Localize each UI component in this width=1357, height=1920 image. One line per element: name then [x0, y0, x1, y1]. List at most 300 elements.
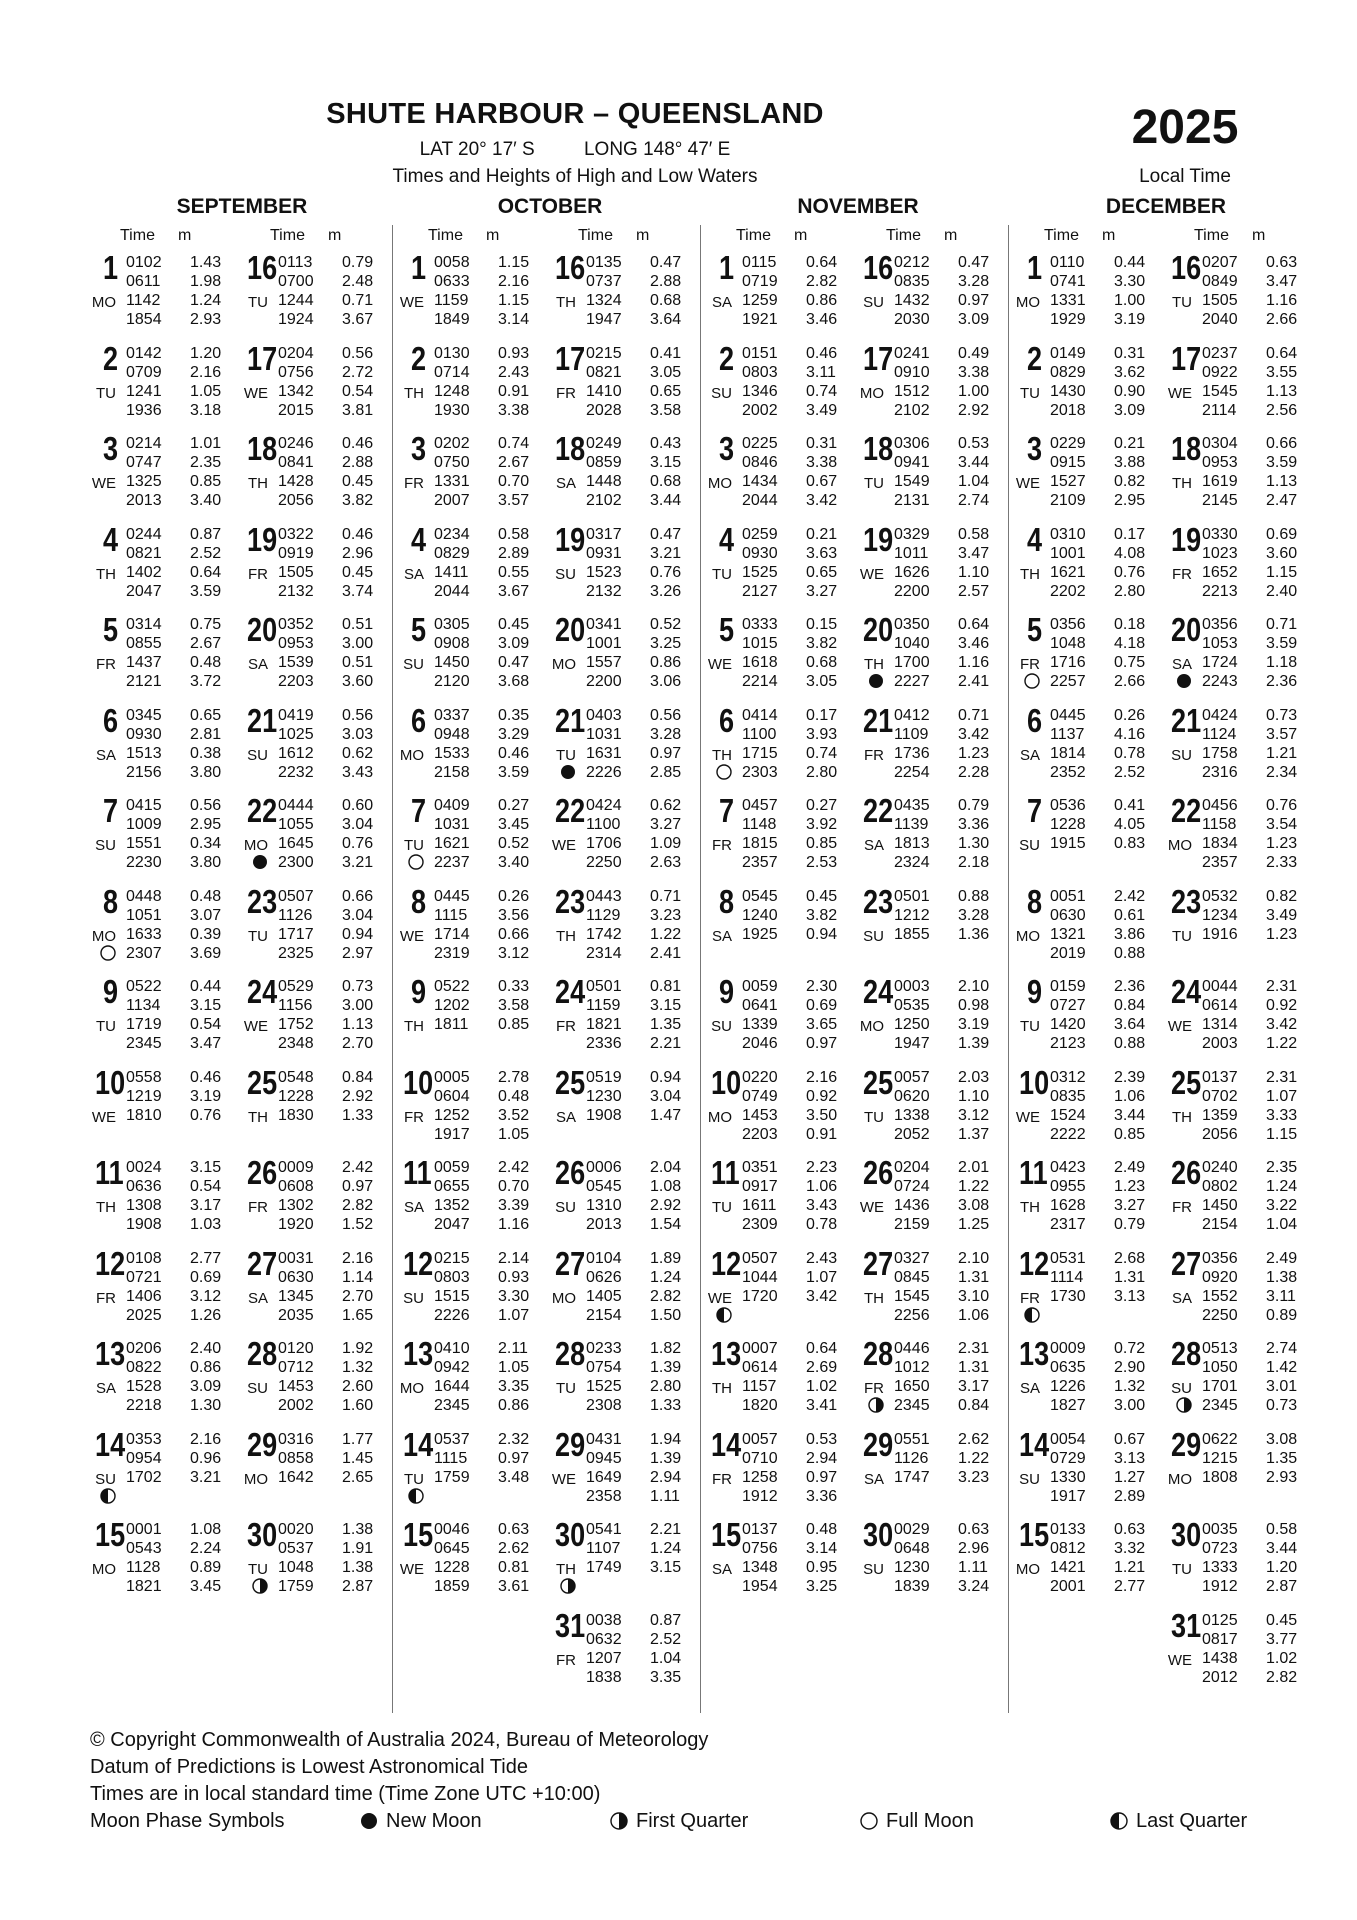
tide-row: [894, 815, 1004, 834]
day-entry: [90, 882, 238, 963]
tide-time: 1421: [1050, 1559, 1086, 1576]
tide-height: 2.92: [958, 401, 990, 419]
tide-height: 2.82: [1266, 1668, 1298, 1686]
day-entry: [858, 973, 1006, 1053]
tide-row: [894, 653, 1004, 672]
tide-row: [126, 1287, 236, 1306]
tide-height: 0.64: [190, 563, 222, 581]
day-entry: [398, 973, 546, 1053]
tide-height: 2.42: [1114, 887, 1146, 905]
tide-height: 1.77: [342, 1430, 374, 1448]
tide-time: 1228: [278, 1087, 314, 1105]
tide-height: 3.19: [958, 1016, 990, 1033]
day-entry: [242, 520, 390, 601]
tide-time: 2214: [742, 673, 778, 690]
tide-row: [278, 944, 388, 963]
tide-height: 0.45: [806, 887, 838, 905]
day-entry: [1166, 701, 1314, 782]
tide-height: 0.86: [650, 654, 682, 671]
first-quarter-icon: [868, 1397, 884, 1413]
tide-row: [434, 834, 544, 853]
tide-row: [1202, 1249, 1312, 1268]
tide-height: 0.90: [1114, 382, 1146, 400]
tide-time: 0419: [278, 706, 314, 724]
tide-row: [586, 1449, 696, 1468]
tide-height: 2.74: [958, 492, 990, 509]
tide-time: 0202: [434, 435, 470, 452]
tide-row: [278, 382, 388, 401]
tide-time: 0009: [1050, 1340, 1086, 1357]
tide-time: 2250: [1202, 1306, 1238, 1324]
tide-time: 0522: [434, 978, 470, 995]
tide-height: 0.68: [650, 292, 682, 309]
tide-time: 0031: [278, 1249, 314, 1267]
tide-row: [586, 344, 696, 363]
tide-time: 2013: [586, 1216, 622, 1233]
tide-height: 0.63: [1266, 254, 1298, 271]
tide-time: 2345: [894, 1397, 930, 1414]
tide-time: 2222: [1050, 1125, 1086, 1143]
tide-time: 0225: [742, 435, 778, 452]
day-number: 9: [1026, 973, 1042, 1010]
tide-height: 0.83: [1114, 835, 1146, 852]
tide-height: 3.15: [650, 454, 682, 471]
time-column-heading: Time: [886, 227, 921, 244]
tide-row: [586, 1358, 696, 1377]
tide-height: 3.88: [1114, 454, 1146, 471]
weekday: TH: [96, 565, 116, 583]
tide-time: 2316: [1202, 763, 1238, 781]
day-entry: [706, 792, 854, 872]
tide-row: [1050, 1520, 1160, 1539]
weekday: TH: [404, 384, 424, 402]
day-entry: [858, 1063, 1006, 1144]
tide-height: 0.54: [342, 382, 374, 400]
tide-row: [742, 1339, 852, 1358]
tide-time: 2018: [1050, 401, 1086, 419]
day-entry: [858, 249, 1006, 329]
tide-height: 3.00: [342, 997, 374, 1014]
day-number: 15: [711, 1516, 742, 1553]
tide-height: 0.97: [342, 1178, 374, 1195]
tide-time: 2250: [586, 854, 622, 871]
weekday: TU: [864, 1108, 884, 1126]
tide-time: 0233: [586, 1340, 622, 1357]
tide-time: 1234: [1202, 906, 1238, 924]
day-number: 21: [863, 701, 894, 739]
tide-time: 1050: [1202, 1359, 1238, 1376]
day-entry: [90, 1154, 238, 1234]
tide-height: 2.94: [650, 1468, 682, 1486]
day-entry: [550, 1063, 698, 1144]
tide-row: [1050, 1177, 1160, 1196]
tide-row: [1050, 944, 1160, 963]
weekday: MO: [1167, 1470, 1192, 1488]
weekday: TH: [712, 746, 732, 764]
tide-height: 0.52: [650, 616, 682, 633]
day-number: 17: [247, 339, 278, 377]
tide-height: 1.36: [958, 925, 990, 943]
tide-height: 1.14: [342, 1268, 374, 1286]
tide-height: 0.66: [342, 887, 374, 905]
tide-height: 4.18: [1114, 635, 1146, 652]
tide-time: 2348: [278, 1035, 314, 1052]
tide-row: [742, 344, 852, 363]
new-moon-icon: [360, 1810, 386, 1832]
tide-time: 2145: [1202, 492, 1238, 509]
tide-time: 0445: [434, 887, 470, 905]
weekday: WE: [859, 1199, 884, 1216]
tide-row: [434, 563, 544, 582]
tide-height: 0.88: [1114, 1035, 1146, 1052]
tide-row: [126, 525, 236, 544]
weekday: MO: [399, 746, 424, 764]
tide-height: 1.89: [650, 1249, 682, 1267]
tide-height: 0.84: [958, 1397, 990, 1414]
weekday: MO: [1167, 837, 1192, 854]
tide-row: [1202, 853, 1312, 872]
tide-time: 1628: [1050, 1197, 1086, 1214]
day-entry: [398, 792, 546, 872]
day-number: 26: [247, 1154, 278, 1191]
tide-height: 0.85: [806, 835, 838, 852]
tide-time: 2114: [1202, 401, 1237, 419]
tide-row: [126, 1034, 236, 1053]
legend-new-moon: [360, 1808, 482, 1835]
tide-time: 2358: [586, 1487, 622, 1505]
tide-row: [586, 977, 696, 996]
weekday: TH: [556, 1561, 576, 1578]
day-number: 23: [555, 882, 586, 920]
tide-height: 2.69: [806, 1359, 838, 1376]
tide-time: 0741: [1050, 273, 1086, 290]
tide-time: 1758: [1202, 744, 1238, 762]
day-entry: [398, 430, 546, 510]
weekday: FR: [248, 565, 268, 583]
day-number: 5: [410, 611, 426, 648]
tide-height: 2.16: [190, 1430, 222, 1448]
day-entry: [858, 1335, 1006, 1415]
tide-row: [894, 1015, 1004, 1034]
weekday: SA: [863, 1470, 884, 1488]
tide-height: 3.23: [958, 1468, 990, 1486]
tide-row: [1202, 744, 1312, 763]
tide-time: 0214: [126, 435, 162, 452]
tide-row: [1202, 706, 1312, 725]
last-quarter-icon: [100, 1488, 116, 1504]
tide-row: [586, 525, 696, 544]
tide-height: 0.96: [190, 1449, 222, 1467]
tide-time: 1528: [126, 1378, 162, 1395]
tide-height: 1.20: [190, 344, 222, 362]
tide-time: 0948: [434, 725, 470, 743]
tide-time: 1325: [126, 473, 162, 490]
day-entry: [1166, 1516, 1314, 1596]
tide-time: 0310: [1050, 525, 1086, 543]
tide-height: 0.74: [806, 382, 838, 400]
tide-time: 0709: [126, 363, 162, 381]
tide-row: [894, 1339, 1004, 1358]
tide-row: [742, 1268, 852, 1287]
tide-row: [434, 1468, 544, 1487]
tide-time: 1720: [742, 1287, 778, 1305]
tide-time: 1859: [434, 1578, 470, 1595]
tide-height: 2.67: [190, 635, 222, 652]
tide-row: [278, 1430, 388, 1449]
tide-time: 1936: [126, 401, 162, 419]
tide-row: [742, 887, 852, 906]
tide-height: 2.16: [342, 1249, 374, 1267]
tide-time: 0858: [278, 1449, 314, 1467]
tide-time: 0007: [742, 1340, 778, 1357]
weekday: MO: [707, 475, 732, 492]
tide-height: 2.40: [190, 1340, 222, 1357]
tide-row: [586, 672, 696, 691]
tide-row: [742, 525, 852, 544]
tide-row: [1050, 401, 1160, 420]
day-entry: [398, 1063, 546, 1144]
tide-row: [1202, 763, 1312, 782]
day-number: 2: [410, 339, 426, 377]
tide-height: 0.48: [190, 887, 222, 905]
tide-height: 0.56: [650, 706, 682, 724]
day-entry: [90, 430, 238, 510]
tide-row: [1202, 615, 1312, 634]
tide-row: [126, 906, 236, 925]
day-entry: [1014, 520, 1162, 601]
tide-time: 1156: [278, 997, 313, 1014]
tide-time: 2202: [1050, 582, 1086, 600]
tide-height: 2.94: [806, 1449, 838, 1467]
tide-row: [742, 1468, 852, 1487]
weekday: FR: [556, 384, 576, 402]
tide-time: 0636: [126, 1178, 162, 1195]
tide-height: 3.21: [342, 854, 374, 871]
tide-time: 0312: [1050, 1068, 1086, 1086]
weekday: SU: [1171, 1380, 1192, 1397]
tide-height: 3.43: [342, 763, 374, 781]
tide-row: [1202, 1430, 1312, 1449]
tide-row: [434, 887, 544, 906]
tide-row: [278, 725, 388, 744]
tide-row: [894, 925, 1004, 944]
tide-row: [1202, 401, 1312, 420]
tide-time: 0306: [894, 435, 930, 452]
tide-height: 1.21: [1266, 744, 1298, 762]
tide-time: 0046: [434, 1521, 470, 1538]
tide-height: 1.43: [190, 254, 222, 271]
tide-row: [1050, 253, 1160, 272]
last-quarter-icon: [716, 1307, 732, 1323]
weekday: TH: [864, 1289, 884, 1307]
tide-row: [1202, 434, 1312, 453]
day-entry: [90, 1335, 238, 1415]
tide-row: [586, 744, 696, 763]
tide-time: 2319: [434, 944, 470, 962]
weekday: SA: [555, 1108, 576, 1126]
tide-height: 3.12: [498, 944, 530, 962]
weekday: TU: [1020, 384, 1040, 402]
tide-row: [586, 253, 696, 272]
tide-time: 1107: [586, 1540, 621, 1557]
tide-time: 0409: [434, 797, 470, 814]
tide-height: 3.40: [498, 854, 530, 871]
full-moon-icon: [860, 1810, 886, 1832]
weekday: WE: [859, 565, 884, 583]
tide-height: 3.25: [806, 1578, 838, 1595]
tide-time: 1702: [126, 1468, 162, 1486]
day-entry: [550, 973, 698, 1053]
tide-time: 2132: [278, 582, 314, 600]
day-entry: [90, 339, 238, 420]
day-entry: [398, 1335, 546, 1415]
tide-time: 2109: [1050, 492, 1086, 509]
tide-row: [1202, 1611, 1312, 1630]
tide-time: 1815: [742, 835, 778, 852]
tide-row: [434, 344, 544, 363]
tide-row: [586, 944, 696, 963]
weekday: TH: [712, 1380, 732, 1397]
tide-row: [434, 272, 544, 291]
day-number: 25: [555, 1063, 586, 1101]
tide-time: 2257: [1050, 673, 1086, 690]
tide-time: 2158: [434, 763, 470, 781]
tide-row: [434, 1177, 544, 1196]
tide-row: [1202, 1158, 1312, 1177]
tide-height: 2.36: [1266, 673, 1298, 690]
weekday: WE: [91, 1108, 116, 1126]
tide-time: 0953: [278, 635, 314, 652]
tide-height: 0.71: [1266, 616, 1298, 633]
tide-time: 0110: [1050, 254, 1085, 271]
tide-time: 0038: [586, 1611, 622, 1629]
tide-height: 3.21: [190, 1468, 222, 1486]
tide-time: 0846: [742, 454, 778, 471]
tide-row: [434, 1358, 544, 1377]
tide-row: [126, 1015, 236, 1034]
tide-row: [742, 763, 852, 782]
tide-row: [1050, 1125, 1160, 1144]
weekday: SA: [863, 837, 884, 854]
tide-row: [894, 1268, 1004, 1287]
tide-time: 1505: [1202, 292, 1238, 309]
tide-row: [742, 834, 852, 853]
tide-time: 2357: [742, 854, 778, 871]
tide-height: 2.21: [650, 1035, 682, 1052]
tide-row: [1202, 725, 1312, 744]
day-number: 10: [95, 1063, 126, 1101]
time-column-heading: Time: [1194, 227, 1229, 244]
tide-height: 0.79: [1114, 1216, 1146, 1233]
tide-row: [742, 401, 852, 420]
tide-height: 1.15: [1266, 1125, 1298, 1143]
tide-time: 0803: [742, 363, 778, 381]
day-number: 10: [403, 1063, 434, 1101]
tide-row: [1202, 253, 1312, 272]
tide-time: 1450: [1202, 1197, 1238, 1214]
tide-height: 3.50: [806, 1106, 838, 1124]
tide-row: [126, 1306, 236, 1325]
tide-row: [434, 1449, 544, 1468]
tide-time: 0159: [1050, 978, 1086, 995]
tide-height: 2.16: [498, 273, 530, 290]
tide-height: 1.00: [1114, 292, 1146, 309]
tide-time: 1302: [278, 1197, 314, 1214]
tide-row: [126, 634, 236, 653]
day-entry: [1166, 1244, 1314, 1325]
tide-time: 0005: [434, 1068, 470, 1086]
weekday: SU: [247, 746, 268, 764]
tide-row: [126, 1068, 236, 1087]
tide-row: [894, 615, 1004, 634]
tide-time: 1437: [126, 654, 162, 671]
tide-height: 0.35: [498, 706, 530, 724]
weekday: SU: [555, 565, 576, 583]
tide-row: [1050, 1539, 1160, 1558]
tide-height: 1.31: [958, 1359, 990, 1376]
tide-height: 2.89: [498, 544, 530, 562]
tide-height: 3.12: [190, 1287, 222, 1305]
tide-row: [126, 1158, 236, 1177]
tide-row: [586, 401, 696, 420]
tide-time: 2056: [1202, 1125, 1238, 1143]
tide-time: 1015: [742, 635, 778, 652]
day-entry: [90, 973, 238, 1053]
tide-height: 1.05: [190, 382, 222, 400]
tide-row: [742, 853, 852, 872]
tide-height: 2.28: [958, 763, 990, 781]
tide-row: [126, 1520, 236, 1539]
tide-row: [1050, 725, 1160, 744]
tide-time: 2307: [126, 944, 162, 962]
tide-height: 3.57: [1266, 725, 1298, 743]
weekday: MO: [399, 1380, 424, 1397]
tide-time: 0920: [1202, 1268, 1238, 1286]
tide-height: 1.23: [1266, 925, 1298, 943]
tide-row: [1050, 434, 1160, 453]
tide-row: [434, 672, 544, 691]
tide-height: 0.47: [498, 654, 530, 671]
day-number: 28: [1171, 1335, 1202, 1372]
weekday: TH: [556, 294, 576, 311]
day-number: 18: [247, 430, 278, 467]
tide-row: [742, 1487, 852, 1506]
tide-time: 0120: [278, 1340, 314, 1357]
tide-row: [126, 1430, 236, 1449]
tide-row: [434, 363, 544, 382]
tide-row: [1050, 763, 1160, 782]
tide-time: 0501: [586, 978, 622, 995]
tide-time: 0412: [894, 706, 930, 724]
last-quarter-icon: [408, 1488, 424, 1504]
tide-height: 0.34: [190, 835, 222, 852]
tide-row: [434, 582, 544, 601]
tide-row: [1202, 1377, 1312, 1396]
tide-height: 0.70: [498, 1178, 530, 1195]
tide-row: [1050, 272, 1160, 291]
tide-row: [742, 977, 852, 996]
tide-row: [586, 1339, 696, 1358]
tide-time: 1512: [894, 382, 930, 400]
tide-row: [278, 887, 388, 906]
tide-height: 2.93: [190, 311, 222, 328]
tide-row: [1050, 834, 1160, 853]
tide-row: [126, 291, 236, 310]
tide-row: [278, 1377, 388, 1396]
tide-time: 1533: [434, 744, 470, 762]
day-entry: [706, 611, 854, 691]
tide-time: 0608: [278, 1178, 314, 1195]
